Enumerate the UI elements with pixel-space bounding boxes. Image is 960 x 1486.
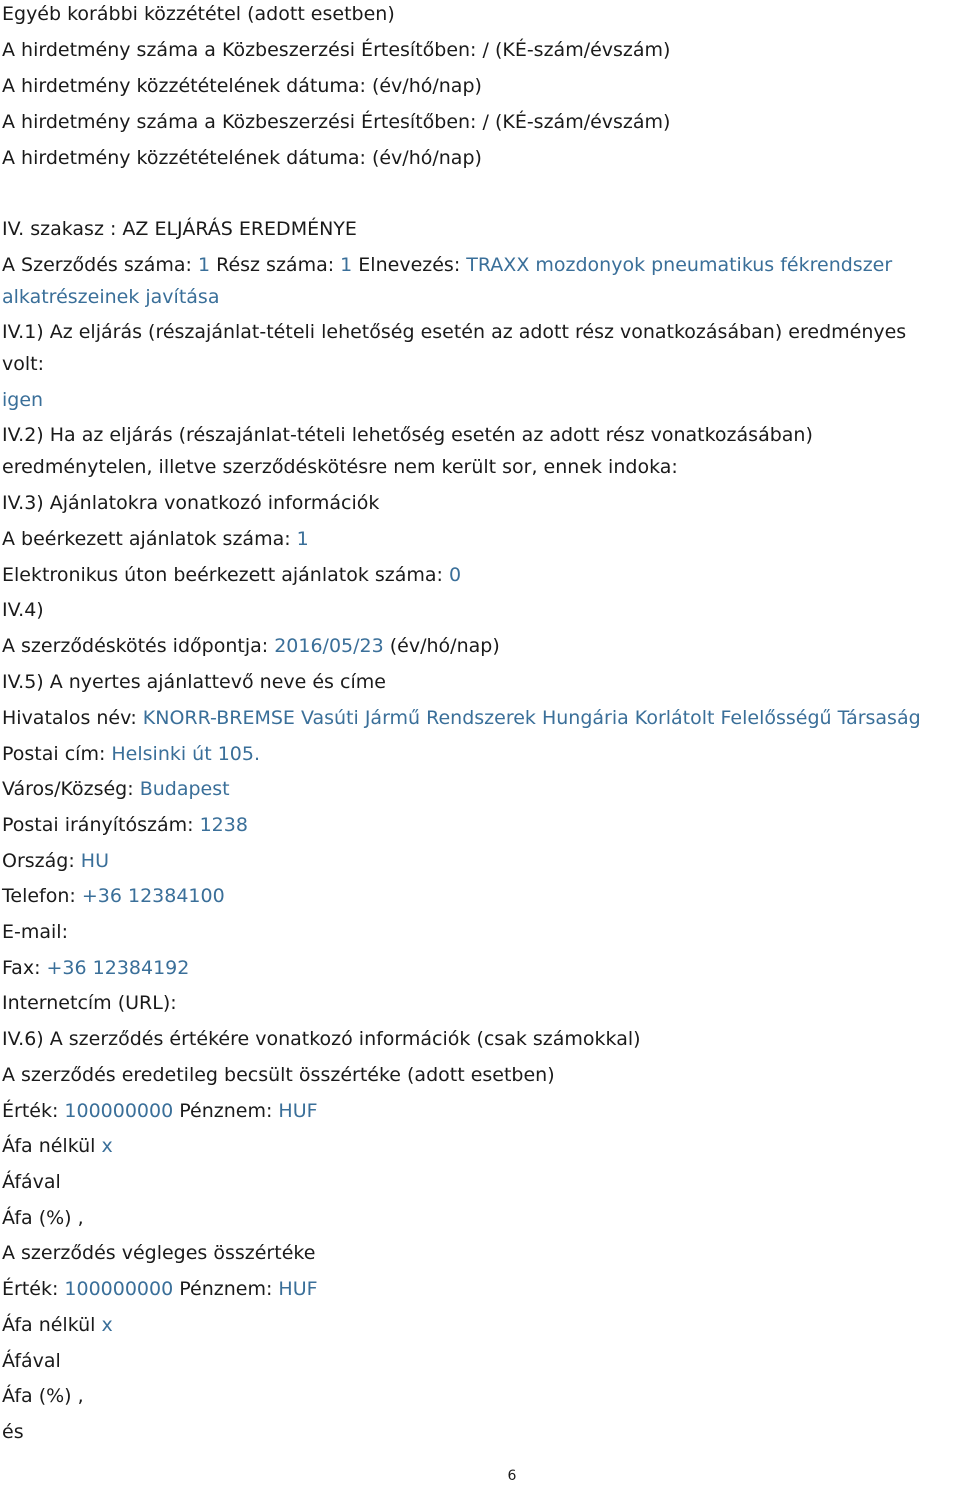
country-line [2,849,109,873]
contract-name-value: TRAXX mozdonyok pneumatikus fékrendszer [466,254,893,276]
value-label: Érték: [2,1100,65,1122]
estimated-vat-excl-line [2,1134,113,1158]
contract-name-value-continued: alkatrészeinek javítása [2,286,220,308]
iv2-question-continued: eredménytelen, illetve szerződéskötésre nem került sor, ennek indoka: [2,456,678,478]
contract-name-label: Elnevezés: [352,254,467,276]
notice-number-line: A hirdetmény száma a Közbeszerzési Értesítőben: / (KÉ-szám/évszám) [2,111,671,133]
contract-date-format: (év/hó/nap) [383,635,500,657]
trailing-text: és [2,1421,24,1443]
email-line: E-mail: [2,921,68,943]
vat-excl-label: Áfa nélkül [2,1135,102,1157]
country-label: Ország: [2,850,81,872]
final-value-heading: A szerződés végleges összértéke [2,1242,316,1264]
official-name-label: Hivatalos név: [2,707,143,729]
postal-address-value: Helsinki út 105. [111,743,261,765]
official-name-value: KNORR-BREMSE Vasúti Jármű Rendszerek Hungária Korlátolt Felelősségű Társaság [142,707,921,729]
previous-publication-heading: Egyéb korábbi közzététel (adott esetben) [2,3,395,25]
contract-date-label: A szerződéskötés időpontja: [2,635,275,657]
contract-info-line [2,253,892,277]
final-value-line [2,1277,318,1301]
currency-label: Pénznem: [173,1278,279,1300]
vat-incl-line: Áfával [2,1350,61,1372]
estimated-value: 100000000 [64,1100,174,1122]
city-value: Budapest [139,778,230,800]
vat-incl-line: Áfával [2,1171,61,1193]
final-vat-excl-line [2,1313,113,1337]
fax-line [2,956,189,980]
notice-number-line: A hirdetmény száma a Közbeszerzési Értesítőben: / (KÉ-szám/évszám) [2,39,671,61]
received-offers-line [2,527,309,551]
received-offers-value: 1 [296,528,309,550]
contract-date-line [2,634,500,658]
fax-value: +36 12384192 [46,957,190,979]
iv5-heading: IV.5) A nyertes ajánlattevő neve és címe [2,671,386,693]
postal-code-label: Postai irányítószám: [2,814,200,836]
estimated-vat-excl-mark: x [101,1135,113,1157]
url-line: Internetcím (URL): [2,992,177,1014]
part-number-value: 1 [340,254,353,276]
value-label: Érték: [2,1278,65,1300]
final-value: 100000000 [64,1278,174,1300]
part-number-label: Rész száma: [210,254,341,276]
postal-code-line [2,813,248,837]
vat-percent-line: Áfa (%) , [2,1207,84,1229]
vat-excl-label: Áfa nélkül [2,1314,102,1336]
contract-number-value: 1 [197,254,211,276]
city-label: Város/Község: [2,778,140,800]
phone-value: +36 12384100 [81,885,225,907]
iv1-question: IV.1) Az eljárás (részajánlat-tételi lehetőség esetén az adott rész vonatkozásában) eredményes [2,321,907,343]
final-currency: HUF [278,1278,318,1300]
electronic-offers-value: 0 [448,564,462,586]
notice-date-line: A hirdetmény közzétételének dátuma: (év/hó/nap) [2,75,482,97]
notice-date-line: A hirdetmény közzétételének dátuma: (év/hó/nap) [2,147,482,169]
section-title: IV. szakasz : AZ ELJÁRÁS EREDMÉNYE [2,218,357,240]
page-number: 6 [507,1468,517,1484]
contract-date-value: 2016/05/23 [274,635,384,657]
postal-code-value: 1238 [199,814,248,836]
iv4-heading: IV.4) [2,599,44,621]
estimated-currency: HUF [278,1100,318,1122]
iv1-answer: igen [2,389,44,411]
received-offers-label: A beérkezett ajánlatok száma: [2,528,297,550]
postal-address-line [2,742,260,766]
city-line [2,777,230,801]
phone-line [2,884,225,908]
country-value: HU [80,850,109,872]
postal-address-label: Postai cím: [2,743,112,765]
phone-label: Telefon: [2,885,82,907]
currency-label: Pénznem: [173,1100,279,1122]
estimated-value-heading: A szerződés eredetileg becsült összértéke (adott esetben) [2,1064,555,1086]
official-name-line [2,706,921,730]
iv2-question: IV.2) Ha az eljárás (részajánlat-tételi lehetőség esetén az adott rész vonatkozásában) [2,424,813,446]
electronic-offers-line [2,563,461,587]
final-vat-excl-mark: x [101,1314,113,1336]
iv3-heading: IV.3) Ajánlatokra vonatkozó információk [2,492,380,514]
electronic-offers-label: Elektronikus úton beérkezett ajánlatok száma: [2,564,449,586]
iv1-question-continued: volt: [2,353,44,375]
vat-percent-line: Áfa (%) , [2,1385,84,1407]
iv6-heading: IV.6) A szerződés értékére vonatkozó információk (csak számokkal) [2,1028,641,1050]
contract-number-label: A Szerződés száma: [2,254,198,276]
fax-label: Fax: [2,957,47,979]
estimated-value-line [2,1099,318,1123]
